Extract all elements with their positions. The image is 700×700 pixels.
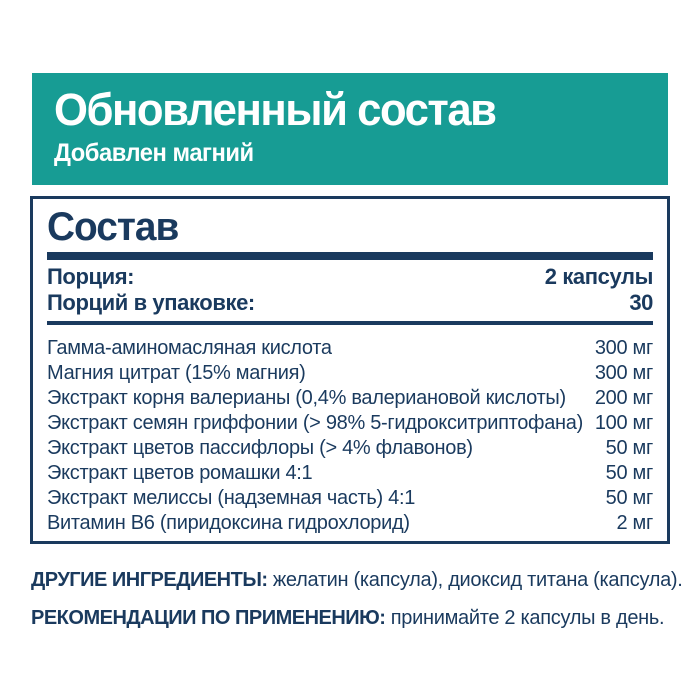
ingredient-row: [47, 336, 653, 361]
servings-per-pack-row: [47, 290, 653, 316]
servings-section: [47, 264, 653, 316]
ingredient-row: [47, 436, 653, 461]
ingredient-row: [47, 361, 653, 386]
other-ingredients-label: ДРУГИЕ ИНГРЕДИЕНТЫ:: [31, 569, 268, 591]
ingredient-name: Экстракт цветов пассифлоры (> 4% флавонов): [47, 437, 473, 459]
ingredients-list: [47, 336, 653, 536]
usage-recommendation-label: РЕКОМЕНДАЦИИ ПО ПРИМЕНЕНИЮ:: [31, 607, 386, 629]
other-ingredients-text: желатин (капсула), диоксид титана (капсула).: [267, 569, 683, 591]
ingredient-amount: 50 мг: [605, 437, 653, 459]
ingredient-name: Магния цитрат (15% магния): [47, 362, 306, 384]
promo-banner: [32, 73, 668, 185]
ingredient-amount: 50 мг: [605, 462, 653, 484]
ingredient-amount: 50 мг: [605, 487, 653, 509]
ingredient-name: Экстракт корня валерианы (0,4% валериановой кислоты): [47, 387, 566, 409]
servings-per-pack-label: Порций в упаковке:: [47, 290, 255, 315]
ingredient-name: Экстракт мелиссы (надземная часть) 4:1: [47, 487, 416, 509]
ingredient-amount: 200 мг: [594, 387, 653, 409]
ingredient-amount: 300 мг: [594, 337, 653, 359]
ingredient-row: [47, 511, 653, 536]
ingredient-row: [47, 486, 653, 511]
footer-notes: [31, 561, 683, 637]
ingredient-name: Экстракт цветов ромашки 4:1: [47, 462, 313, 484]
ingredient-row: [47, 386, 653, 411]
composition-panel: [30, 196, 670, 544]
other-ingredients-line: [31, 561, 683, 599]
ingredient-name: Витамин B6 (пиридоксина гидрохлорид): [47, 512, 410, 534]
banner-subtitle: Добавлен магний: [54, 139, 254, 167]
heading-divider: [47, 252, 653, 260]
serving-size-label: Порция:: [47, 264, 135, 289]
usage-recommendation-text: принимайте 2 капсулы в день.: [385, 607, 665, 629]
panel-heading: Состав: [47, 205, 179, 249]
ingredient-amount: 100 мг: [594, 412, 653, 434]
ingredient-name: Экстракт семян гриффонии (> 98% 5-гидрокситриптофана): [47, 412, 583, 434]
ingredient-amount: 2 мг: [616, 512, 653, 534]
banner-title: Обновленный состав: [54, 84, 496, 135]
ingredient-amount: 300 мг: [594, 362, 653, 384]
serving-size-value: 2 капсулы: [544, 264, 653, 289]
servings-divider: [47, 321, 653, 325]
serving-size-row: [47, 264, 653, 290]
ingredient-name: Гамма-аминомасляная кислота: [47, 337, 332, 359]
usage-recommendation-line: [31, 599, 671, 637]
servings-per-pack-value: 30: [629, 290, 653, 315]
ingredient-row: [47, 461, 653, 486]
ingredient-row: [47, 411, 653, 436]
